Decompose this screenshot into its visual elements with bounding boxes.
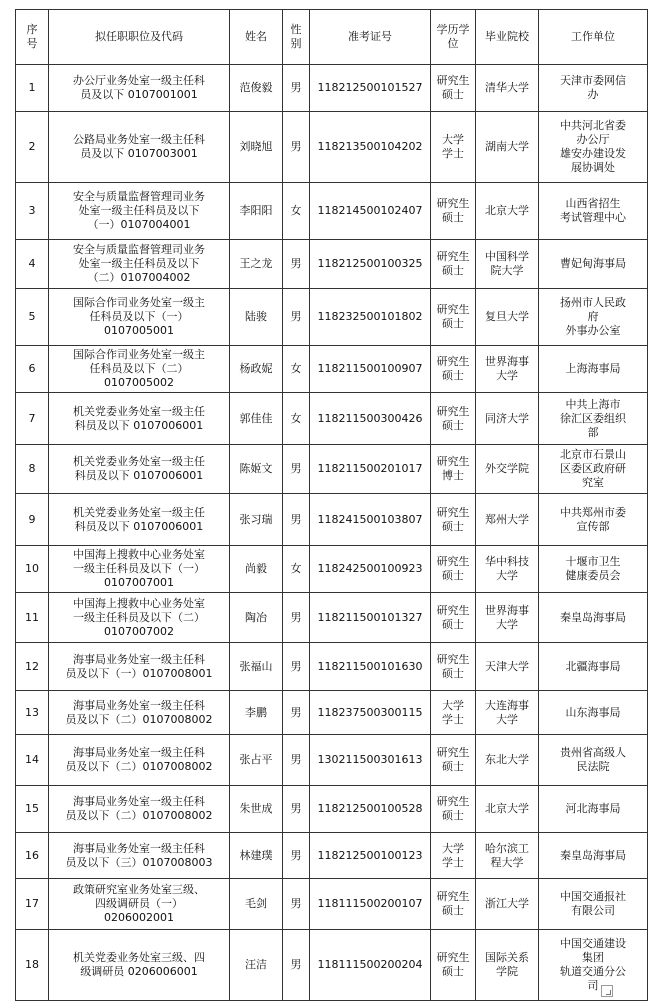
- cell-name: 郭佳佳: [230, 393, 283, 445]
- table-row: [16, 593, 648, 643]
- cell-school: 湖南大学: [476, 112, 539, 183]
- cell-gender: 女: [283, 546, 310, 593]
- cell-gender: 男: [283, 786, 310, 833]
- cell-name: 陶冶: [230, 593, 283, 643]
- cell-gender: 女: [283, 346, 310, 393]
- cell-position: 机关党委业务处室一级主任 科员及以下 0107006001: [49, 393, 230, 445]
- table-body: [16, 65, 648, 1001]
- header-exam-no: 准考证号: [310, 10, 431, 65]
- cell-exam-no: 118242500100923: [310, 546, 431, 593]
- cell-position: 机关党委业务处室一级主任 科员及以下 0107006001: [49, 445, 230, 494]
- header-row: [16, 10, 648, 65]
- cell-index: 13: [16, 691, 49, 735]
- cell-index: 3: [16, 183, 49, 240]
- cell-name: 汪洁: [230, 930, 283, 1001]
- cell-education: 研究生 硕士: [431, 546, 476, 593]
- cell-position: 海事局业务处室一级主任科 员及以下（二）0107008002: [49, 786, 230, 833]
- cell-education: 研究生 硕士: [431, 879, 476, 930]
- cell-workplace: 秦皇岛海事局: [539, 593, 648, 643]
- cell-school: 外交学院: [476, 445, 539, 494]
- cell-exam-no: 118111500200107: [310, 879, 431, 930]
- cell-workplace: 贵州省高级人 民法院: [539, 735, 648, 786]
- cell-position: 国际合作司业务处室一级主 任科员及以下（一） 0107005001: [49, 289, 230, 346]
- cell-index: 11: [16, 593, 49, 643]
- cell-education: 研究生 硕士: [431, 289, 476, 346]
- table-row: [16, 879, 648, 930]
- cell-index: 1: [16, 65, 49, 112]
- cell-name: 王之龙: [230, 240, 283, 289]
- cell-gender: 男: [283, 643, 310, 691]
- cell-exam-no: 118212500101527: [310, 65, 431, 112]
- cell-school: 世界海事 大学: [476, 593, 539, 643]
- candidate-table: [15, 9, 648, 1001]
- cell-name: 李鹏: [230, 691, 283, 735]
- cell-position: 海事局业务处室一级主任科 员及以下（二）0107008002: [49, 735, 230, 786]
- cell-exam-no: 118212500100123: [310, 833, 431, 879]
- cell-education: 研究生 硕士: [431, 65, 476, 112]
- cell-workplace: 曹妃甸海事局: [539, 240, 648, 289]
- cell-position: 政策研究室业务处室三级、 四级调研员（一） 0206002001: [49, 879, 230, 930]
- table-row: [16, 112, 648, 183]
- cell-gender: 男: [283, 735, 310, 786]
- header-index: 序 号: [16, 10, 49, 65]
- table-row: [16, 735, 648, 786]
- cell-position: 海事局业务处室一级主任科 员及以下（一）0107008001: [49, 643, 230, 691]
- cell-workplace: 中共郑州市委 宣传部: [539, 494, 648, 546]
- cell-gender: 男: [283, 930, 310, 1001]
- cell-school: 世界海事 大学: [476, 346, 539, 393]
- cell-gender: 男: [283, 691, 310, 735]
- cell-name: 李阳阳: [230, 183, 283, 240]
- cell-gender: 女: [283, 393, 310, 445]
- cell-gender: 男: [283, 879, 310, 930]
- table-row: [16, 930, 648, 1001]
- cell-education: 研究生 硕士: [431, 183, 476, 240]
- cell-exam-no: 118241500103807: [310, 494, 431, 546]
- cell-position: 安全与质量监督管理司业务 处室一级主任科员及以下 （一）0107004001: [49, 183, 230, 240]
- cell-school: 大连海事 大学: [476, 691, 539, 735]
- cell-name: 杨政妮: [230, 346, 283, 393]
- cell-position: 中国海上搜救中心业务处室 一级主任科员及以下（一） 0107007001: [49, 546, 230, 593]
- cell-index: 9: [16, 494, 49, 546]
- cell-index: 4: [16, 240, 49, 289]
- cell-education: 研究生 硕士: [431, 240, 476, 289]
- cell-education: 研究生 硕士: [431, 930, 476, 1001]
- cell-name: 陈姬文: [230, 445, 283, 494]
- table-row: [16, 65, 648, 112]
- cell-workplace: 中共上海市 徐汇区委组织 部: [539, 393, 648, 445]
- cell-position: 国际合作司业务处室一级主 任科员及以下（二） 0107005002: [49, 346, 230, 393]
- table-row: [16, 691, 648, 735]
- cell-index: 5: [16, 289, 49, 346]
- cell-name: 刘晓旭: [230, 112, 283, 183]
- table-row: [16, 643, 648, 691]
- cell-school: 浙江大学: [476, 879, 539, 930]
- cell-workplace: 天津市委网信 办: [539, 65, 648, 112]
- cell-education: 研究生 硕士: [431, 786, 476, 833]
- cell-workplace: 上海海事局: [539, 346, 648, 393]
- cell-gender: 女: [283, 183, 310, 240]
- cell-workplace: 秦皇岛海事局: [539, 833, 648, 879]
- cell-index: 6: [16, 346, 49, 393]
- header-workplace: 工作单位: [539, 10, 648, 65]
- cell-education: 研究生 博士: [431, 445, 476, 494]
- cell-position: 海事局业务处室一级主任科 员及以下（三）0107008003: [49, 833, 230, 879]
- cell-school: 中国科学 院大学: [476, 240, 539, 289]
- cell-exam-no: 118211500201017: [310, 445, 431, 494]
- cell-workplace: 山西省招生 考试管理中心: [539, 183, 648, 240]
- cell-school: 复旦大学: [476, 289, 539, 346]
- cell-gender: 男: [283, 445, 310, 494]
- cell-workplace: 扬州市人民政 府 外事办公室: [539, 289, 648, 346]
- cell-school: 东北大学: [476, 735, 539, 786]
- cell-exam-no: 118212500100528: [310, 786, 431, 833]
- cell-education: 研究生 硕士: [431, 393, 476, 445]
- cell-index: 8: [16, 445, 49, 494]
- cell-education: 研究生 硕士: [431, 494, 476, 546]
- cell-school: 清华大学: [476, 65, 539, 112]
- cell-exam-no: 118212500100325: [310, 240, 431, 289]
- cell-name: 朱世成: [230, 786, 283, 833]
- cell-position: 安全与质量监督管理司业务 处室一级主任科员及以下 （二）0107004002: [49, 240, 230, 289]
- table-row: [16, 786, 648, 833]
- cell-school: 哈尔滨工 程大学: [476, 833, 539, 879]
- cell-name: 张习瑞: [230, 494, 283, 546]
- cell-school: 郑州大学: [476, 494, 539, 546]
- resize-handle-icon[interactable]: [601, 985, 613, 997]
- header-school: 毕业院校: [476, 10, 539, 65]
- cell-education: 大学 学士: [431, 112, 476, 183]
- header-education: 学历学 位: [431, 10, 476, 65]
- cell-education: 研究生 硕士: [431, 593, 476, 643]
- header-name: 姓名: [230, 10, 283, 65]
- cell-education: 大学 学士: [431, 691, 476, 735]
- cell-position: 机关党委业务处室一级主任 科员及以下 0107006001: [49, 494, 230, 546]
- table-row: [16, 346, 648, 393]
- cell-school: 北京大学: [476, 183, 539, 240]
- cell-exam-no: 118214500102407: [310, 183, 431, 240]
- cell-name: 林建璞: [230, 833, 283, 879]
- cell-gender: 男: [283, 494, 310, 546]
- cell-index: 10: [16, 546, 49, 593]
- table-row: [16, 393, 648, 445]
- table-row: [16, 833, 648, 879]
- table-row: [16, 546, 648, 593]
- cell-index: 7: [16, 393, 49, 445]
- cell-gender: 男: [283, 240, 310, 289]
- cell-education: 大学 学士: [431, 833, 476, 879]
- cell-gender: 男: [283, 289, 310, 346]
- cell-workplace: 中共河北省委 办公厅 雄安办建设发 展协调处: [539, 112, 648, 183]
- cell-exam-no: 118111500200204: [310, 930, 431, 1001]
- cell-exam-no: 118211500300426: [310, 393, 431, 445]
- cell-workplace: 山东海事局: [539, 691, 648, 735]
- cell-gender: 男: [283, 833, 310, 879]
- cell-school: 国际关系 学院: [476, 930, 539, 1001]
- cell-position: 机关党委业务处室三级、四 级调研员 0206006001: [49, 930, 230, 1001]
- cell-school: 天津大学: [476, 643, 539, 691]
- cell-education: 研究生 硕士: [431, 735, 476, 786]
- cell-school: 华中科技 大学: [476, 546, 539, 593]
- cell-education: 研究生 硕士: [431, 346, 476, 393]
- cell-exam-no: 118211500101630: [310, 643, 431, 691]
- cell-index: 12: [16, 643, 49, 691]
- cell-workplace: 十堰市卫生 健康委员会: [539, 546, 648, 593]
- cell-gender: 男: [283, 65, 310, 112]
- header-gender: 性 别: [283, 10, 310, 65]
- cell-index: 17: [16, 879, 49, 930]
- table-row: [16, 183, 648, 240]
- cell-workplace: 中国交通建设 集团 轨道交通分公 司: [539, 930, 648, 1001]
- cell-school: 同济大学: [476, 393, 539, 445]
- cell-index: 2: [16, 112, 49, 183]
- cell-name: 陆骏: [230, 289, 283, 346]
- cell-exam-no: 118237500300115: [310, 691, 431, 735]
- cell-exam-no: 130211500301613: [310, 735, 431, 786]
- cell-education: 研究生 硕士: [431, 643, 476, 691]
- cell-exam-no: 118211500100907: [310, 346, 431, 393]
- cell-exam-no: 118232500101802: [310, 289, 431, 346]
- cell-workplace: 北疆海事局: [539, 643, 648, 691]
- cell-name: 尚毅: [230, 546, 283, 593]
- cell-position: 办公厅业务处室一级主任科 员及以下 0107001001: [49, 65, 230, 112]
- cell-workplace: 河北海事局: [539, 786, 648, 833]
- cell-gender: 男: [283, 112, 310, 183]
- cell-name: 张福山: [230, 643, 283, 691]
- cell-index: 14: [16, 735, 49, 786]
- cell-index: 15: [16, 786, 49, 833]
- cell-position: 中国海上搜救中心业务处室 一级主任科员及以下（二） 0107007002: [49, 593, 230, 643]
- cell-name: 毛剑: [230, 879, 283, 930]
- cell-workplace: 中国交通报社 有限公司: [539, 879, 648, 930]
- cell-workplace: 北京市石景山 区委区政府研 究室: [539, 445, 648, 494]
- cell-school: 北京大学: [476, 786, 539, 833]
- cell-name: 范俊毅: [230, 65, 283, 112]
- cell-gender: 男: [283, 593, 310, 643]
- table-row: [16, 445, 648, 494]
- cell-name: 张占平: [230, 735, 283, 786]
- cell-exam-no: 118213500104202: [310, 112, 431, 183]
- table-row: [16, 240, 648, 289]
- header-position: 拟任职职位及代码: [49, 10, 230, 65]
- cell-index: 18: [16, 930, 49, 1001]
- cell-index: 16: [16, 833, 49, 879]
- cell-exam-no: 118211500101327: [310, 593, 431, 643]
- table-row: [16, 494, 648, 546]
- table-row: [16, 289, 648, 346]
- cell-position: 海事局业务处室一级主任科 员及以下（二）0107008002: [49, 691, 230, 735]
- cell-position: 公路局业务处室一级主任科 员及以下 0107003001: [49, 112, 230, 183]
